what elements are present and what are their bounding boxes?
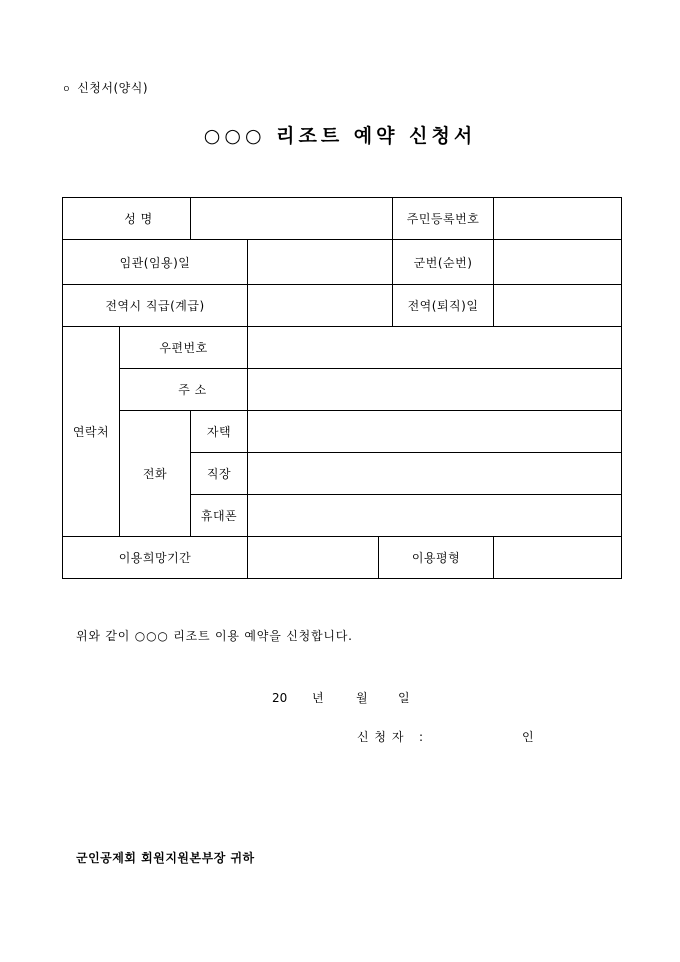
mobile-label: 휴대폰	[191, 495, 248, 537]
addressee: 군인공제회 회원지원본부장 귀하	[76, 851, 255, 865]
discharge-date-label: 전역(퇴직)일	[393, 285, 494, 327]
name-label: 성 명	[63, 198, 191, 240]
address-label: 주 소	[120, 369, 248, 411]
work-phone-field[interactable]	[248, 453, 622, 495]
home-phone-label: 자택	[191, 411, 248, 453]
resident-no-field[interactable]	[494, 198, 622, 240]
discharge-rank-label: 전역시 직급(계급)	[63, 285, 248, 327]
discharge-date-field[interactable]	[494, 285, 622, 327]
form-row-name	[63, 198, 622, 240]
form-row-period	[63, 537, 622, 579]
form-row-home-phone	[63, 411, 622, 453]
home-phone-field[interactable]	[248, 411, 622, 453]
day-unit: 일	[398, 691, 410, 705]
applicant-label: 신 청 자	[357, 730, 405, 744]
year-prefix: 20	[272, 691, 288, 705]
form-row-discharge	[63, 285, 622, 327]
room-size-field[interactable]	[494, 537, 622, 579]
appointment-date-field[interactable]	[248, 240, 393, 285]
address-field[interactable]	[248, 369, 622, 411]
mobile-field[interactable]	[248, 495, 622, 537]
form-row-address	[63, 369, 622, 411]
postal-code-label: 우편번호	[120, 327, 248, 369]
year-unit: 년	[312, 691, 324, 705]
applicant-line	[357, 728, 534, 745]
postal-code-field[interactable]	[248, 327, 622, 369]
service-no-label: 군번(순번)	[393, 240, 494, 285]
month-unit: 월	[356, 691, 368, 705]
desired-period-label: 이용희망기간	[63, 537, 248, 579]
desired-period-field[interactable]	[248, 537, 379, 579]
bullet-icon: ㅇ	[62, 85, 72, 95]
date-line	[272, 689, 410, 706]
service-no-field[interactable]	[494, 240, 622, 285]
phone-label: 전화	[120, 411, 191, 537]
reservation-form-table	[62, 197, 622, 579]
room-size-label: 이용평형	[379, 537, 494, 579]
resident-no-label: 주민등록번호	[393, 198, 494, 240]
form-row-postal	[63, 327, 622, 369]
page-title: ○○○ 리조트 예약 신청서	[203, 125, 477, 147]
form-row-appointment	[63, 240, 622, 285]
appointment-date-label: 임관(임용)일	[63, 240, 248, 285]
contact-label: 연락처	[63, 327, 120, 537]
form-type-text: 신청서(양식)	[77, 81, 149, 95]
discharge-rank-field[interactable]	[248, 285, 393, 327]
name-field[interactable]	[191, 198, 393, 240]
application-statement: 위와 같이 ○○○ 리조트 이용 예약을 신청합니다.	[76, 629, 353, 643]
applicant-colon: :	[419, 730, 424, 744]
seal-mark: 인	[522, 730, 534, 744]
work-phone-label: 직장	[191, 453, 248, 495]
form-type-label	[62, 79, 148, 96]
